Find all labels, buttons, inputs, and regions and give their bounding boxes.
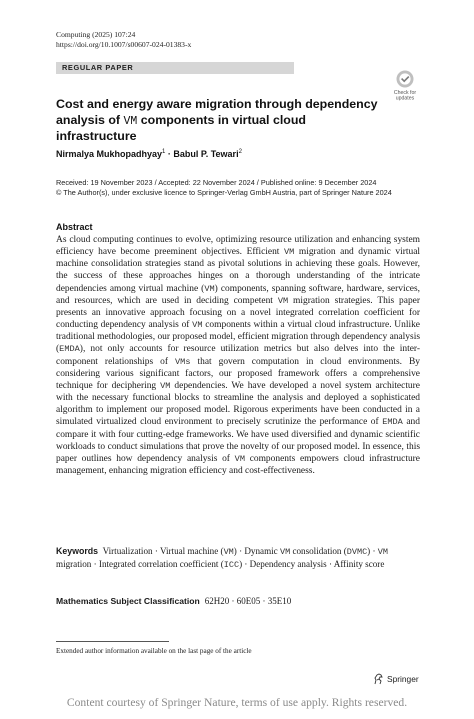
abstract-heading: Abstract: [56, 222, 93, 232]
courtesy-notice: Content courtesy of Springer Nature, terms of use apply. Rights reserved.: [66, 696, 408, 709]
author-1[interactable]: Nirmalya Mukhopadhyay: [56, 149, 163, 159]
abstract-term: VM: [283, 247, 295, 258]
article-type-banner: [56, 62, 294, 74]
author-1-affiliation: 1: [162, 149, 166, 155]
article-type-label: REGULAR PAPER: [62, 63, 134, 72]
keyword-term: VM: [377, 547, 388, 557]
abstract-text: migration and dynamic virtual machine consolidation strategies stand as pivotal solutions in achieving these goals. However, the success of these approaches hinges on a thorough understanding of the intricate dependencies among virtual machine (: [56, 247, 421, 294]
badge-line2: updates: [395, 95, 415, 101]
title-vm: VM: [123, 114, 138, 128]
abstract-text: ), not only accounts for resource utilization metrics but also delves into the inter-component relationships of: [56, 344, 420, 367]
paper-title: [56, 97, 386, 145]
abstract-term: VM: [160, 380, 171, 391]
author-list: [56, 149, 242, 159]
abstract-text: that govern computation in cloud environments. By considering various significant factors, our proposed framework offers a comprehensive technique for deciphering: [56, 356, 420, 391]
abstract-text: migration strategies. This paper presents an innovative approach focusing on a novel integrated correlation coefficient for conducting dependency analysis of: [56, 295, 420, 331]
keyword-text: Virtualization · Virtual machine (: [102, 546, 224, 556]
title-part2: components in virtual cloud infrastructure: [56, 112, 306, 143]
abstract-term: EMDA: [59, 344, 80, 355]
keyword-text: migration · Integrated correlation coefficient (: [56, 559, 224, 570]
author-2-affiliation: 2: [238, 149, 242, 155]
abstract-text: dependencies. We have developed a novel system architecture with the necessary functional blocks to streamline the analysis and deployed a sophisticated algorithm to implement our proposed model. Rigorous experiments have been conducted in a simulated virtualized cloud environment to precisely scrutinize the performance of: [56, 380, 420, 428]
msc-section: [56, 596, 291, 606]
abstract-body: [56, 234, 420, 477]
copyright-line: © The Author(s), under exclusive licence to Springer-Verlag GmbH Austria, part of Springer Nature 2024: [56, 187, 392, 197]
keyword-term: VM: [279, 547, 291, 557]
springer-logo: [373, 673, 419, 685]
keyword-term: VM: [223, 547, 234, 557]
keywords-label: Keywords: [56, 546, 99, 556]
keywords-section: [56, 545, 420, 571]
abstract-term: VMs: [175, 356, 191, 367]
publication-history: [56, 178, 436, 197]
journal-citation: Computing (2025) 107:24: [56, 30, 136, 39]
dates-line: Received: 19 November 2023 / Accepted: 22 November 2024 / Published online: 9 December 2024: [56, 178, 377, 187]
abstract-text: components empowers cloud infrastructure management, enhancing migration efficiency and cost-effectiveness.: [56, 453, 420, 476]
msc-label: Mathematics Subject Classification: [56, 596, 200, 606]
abstract-text: ) components, spanning software, hardware, services, and resources, which are used in deciding competent: [56, 283, 420, 306]
footnote-divider: [56, 641, 169, 642]
check-for-updates-badge[interactable]: [388, 69, 422, 101]
springer-horse-icon: [373, 673, 384, 685]
abstract-text: and compare it with four cutting-edge frameworks. We have used diversified and dynamic scientific workloads to conduct simulations that prove the novelty of our proposed model. In essence, this paper outlines how dependency analysis of: [56, 417, 420, 464]
doi-link[interactable]: https://doi.org/10.1007/s00607-024-01383-x: [56, 40, 192, 49]
keyword-text: consolidation (: [290, 546, 347, 556]
keyword-term: DVMC: [346, 547, 368, 557]
badge-line1: Check for: [393, 90, 417, 96]
abstract-text: As cloud computing continues to evolve, optimizing resource utilization and enhancing system efficiency have become preeminent objectives. Efficient: [56, 235, 420, 258]
abstract-term: VM: [192, 320, 203, 331]
abstract-text: components within a virtual cloud infrastructure. Unlike traditional methodologies, our proposed model, efficient migration through dependency analysis (: [56, 320, 420, 355]
abstract-term: VM: [204, 283, 215, 294]
msc-codes: 62H20 · 60E05 · 35E10: [204, 596, 292, 606]
keyword-text: ) · Dynamic: [233, 546, 280, 556]
author-separator: ·: [165, 149, 174, 159]
keyword-text: ) ·: [367, 546, 378, 556]
abstract-term: EMDA: [382, 417, 403, 428]
journal-info: [56, 30, 191, 50]
check-for-updates-icon: [388, 69, 422, 101]
keyword-text: ) · Dependency analysis · Affinity score: [239, 559, 385, 570]
title-part1: Cost and energy aware migration through dependency analysis of: [56, 97, 378, 127]
author-2[interactable]: Babul P. Tewari: [173, 149, 239, 159]
keyword-term: ICC: [223, 560, 240, 571]
abstract-term: VM: [234, 453, 245, 464]
springer-name: Springer: [387, 674, 419, 684]
abstract-term: VM: [277, 295, 289, 306]
footnote: Extended author information available on the last page of the article: [56, 647, 252, 655]
